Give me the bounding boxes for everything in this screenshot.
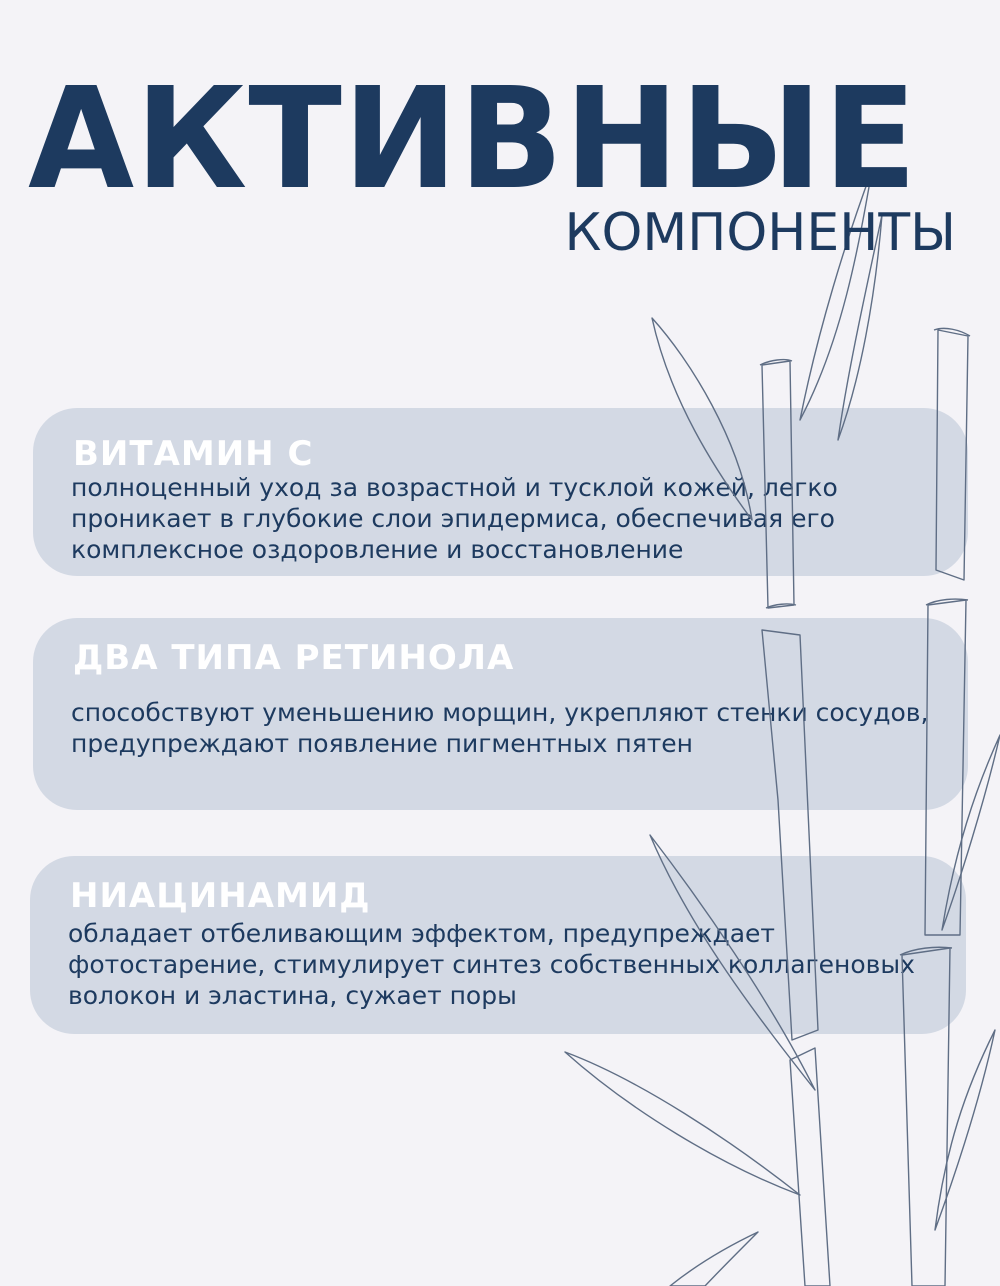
page-title: АКТИВНЫЕ bbox=[28, 58, 918, 221]
component-description: полноценный уход за возрастной и тусклой кожей, легко проникает в глубокие слои эпидермиса, обеспечивая его комплексное оздоровление и восстановление bbox=[71, 473, 838, 564]
bamboo-node bbox=[766, 604, 796, 608]
component-card-vitamin-c bbox=[33, 408, 968, 576]
bamboo-leaf bbox=[935, 1030, 995, 1230]
bamboo-node bbox=[760, 360, 792, 365]
component-description: способствуют уменьшению морщин, укрепляют стенки сосудов, предупреждают появление пигментных пятен bbox=[71, 698, 929, 758]
page-subtitle: КОМПОНЕНТЫ bbox=[564, 203, 956, 263]
bamboo-leaf bbox=[565, 1052, 800, 1195]
bamboo-node bbox=[934, 328, 970, 336]
bamboo-node bbox=[926, 599, 968, 605]
component-title: НИАЦИНАМИД bbox=[70, 876, 371, 916]
bamboo-leaf bbox=[670, 1232, 758, 1286]
component-card-retinol bbox=[33, 618, 968, 810]
component-description: обладает отбеливающим эффектом, предупреждает фотостарение, стимулирует синтез собственных коллагеновых волокон и эластина, сужает поры bbox=[68, 919, 915, 1010]
component-title: ДВА ТИПА РЕТИНОЛА bbox=[73, 638, 515, 678]
bamboo-stalk bbox=[790, 1048, 830, 1286]
component-card-niacinamide bbox=[30, 856, 966, 1034]
component-title: ВИТАМИН С bbox=[73, 434, 314, 474]
